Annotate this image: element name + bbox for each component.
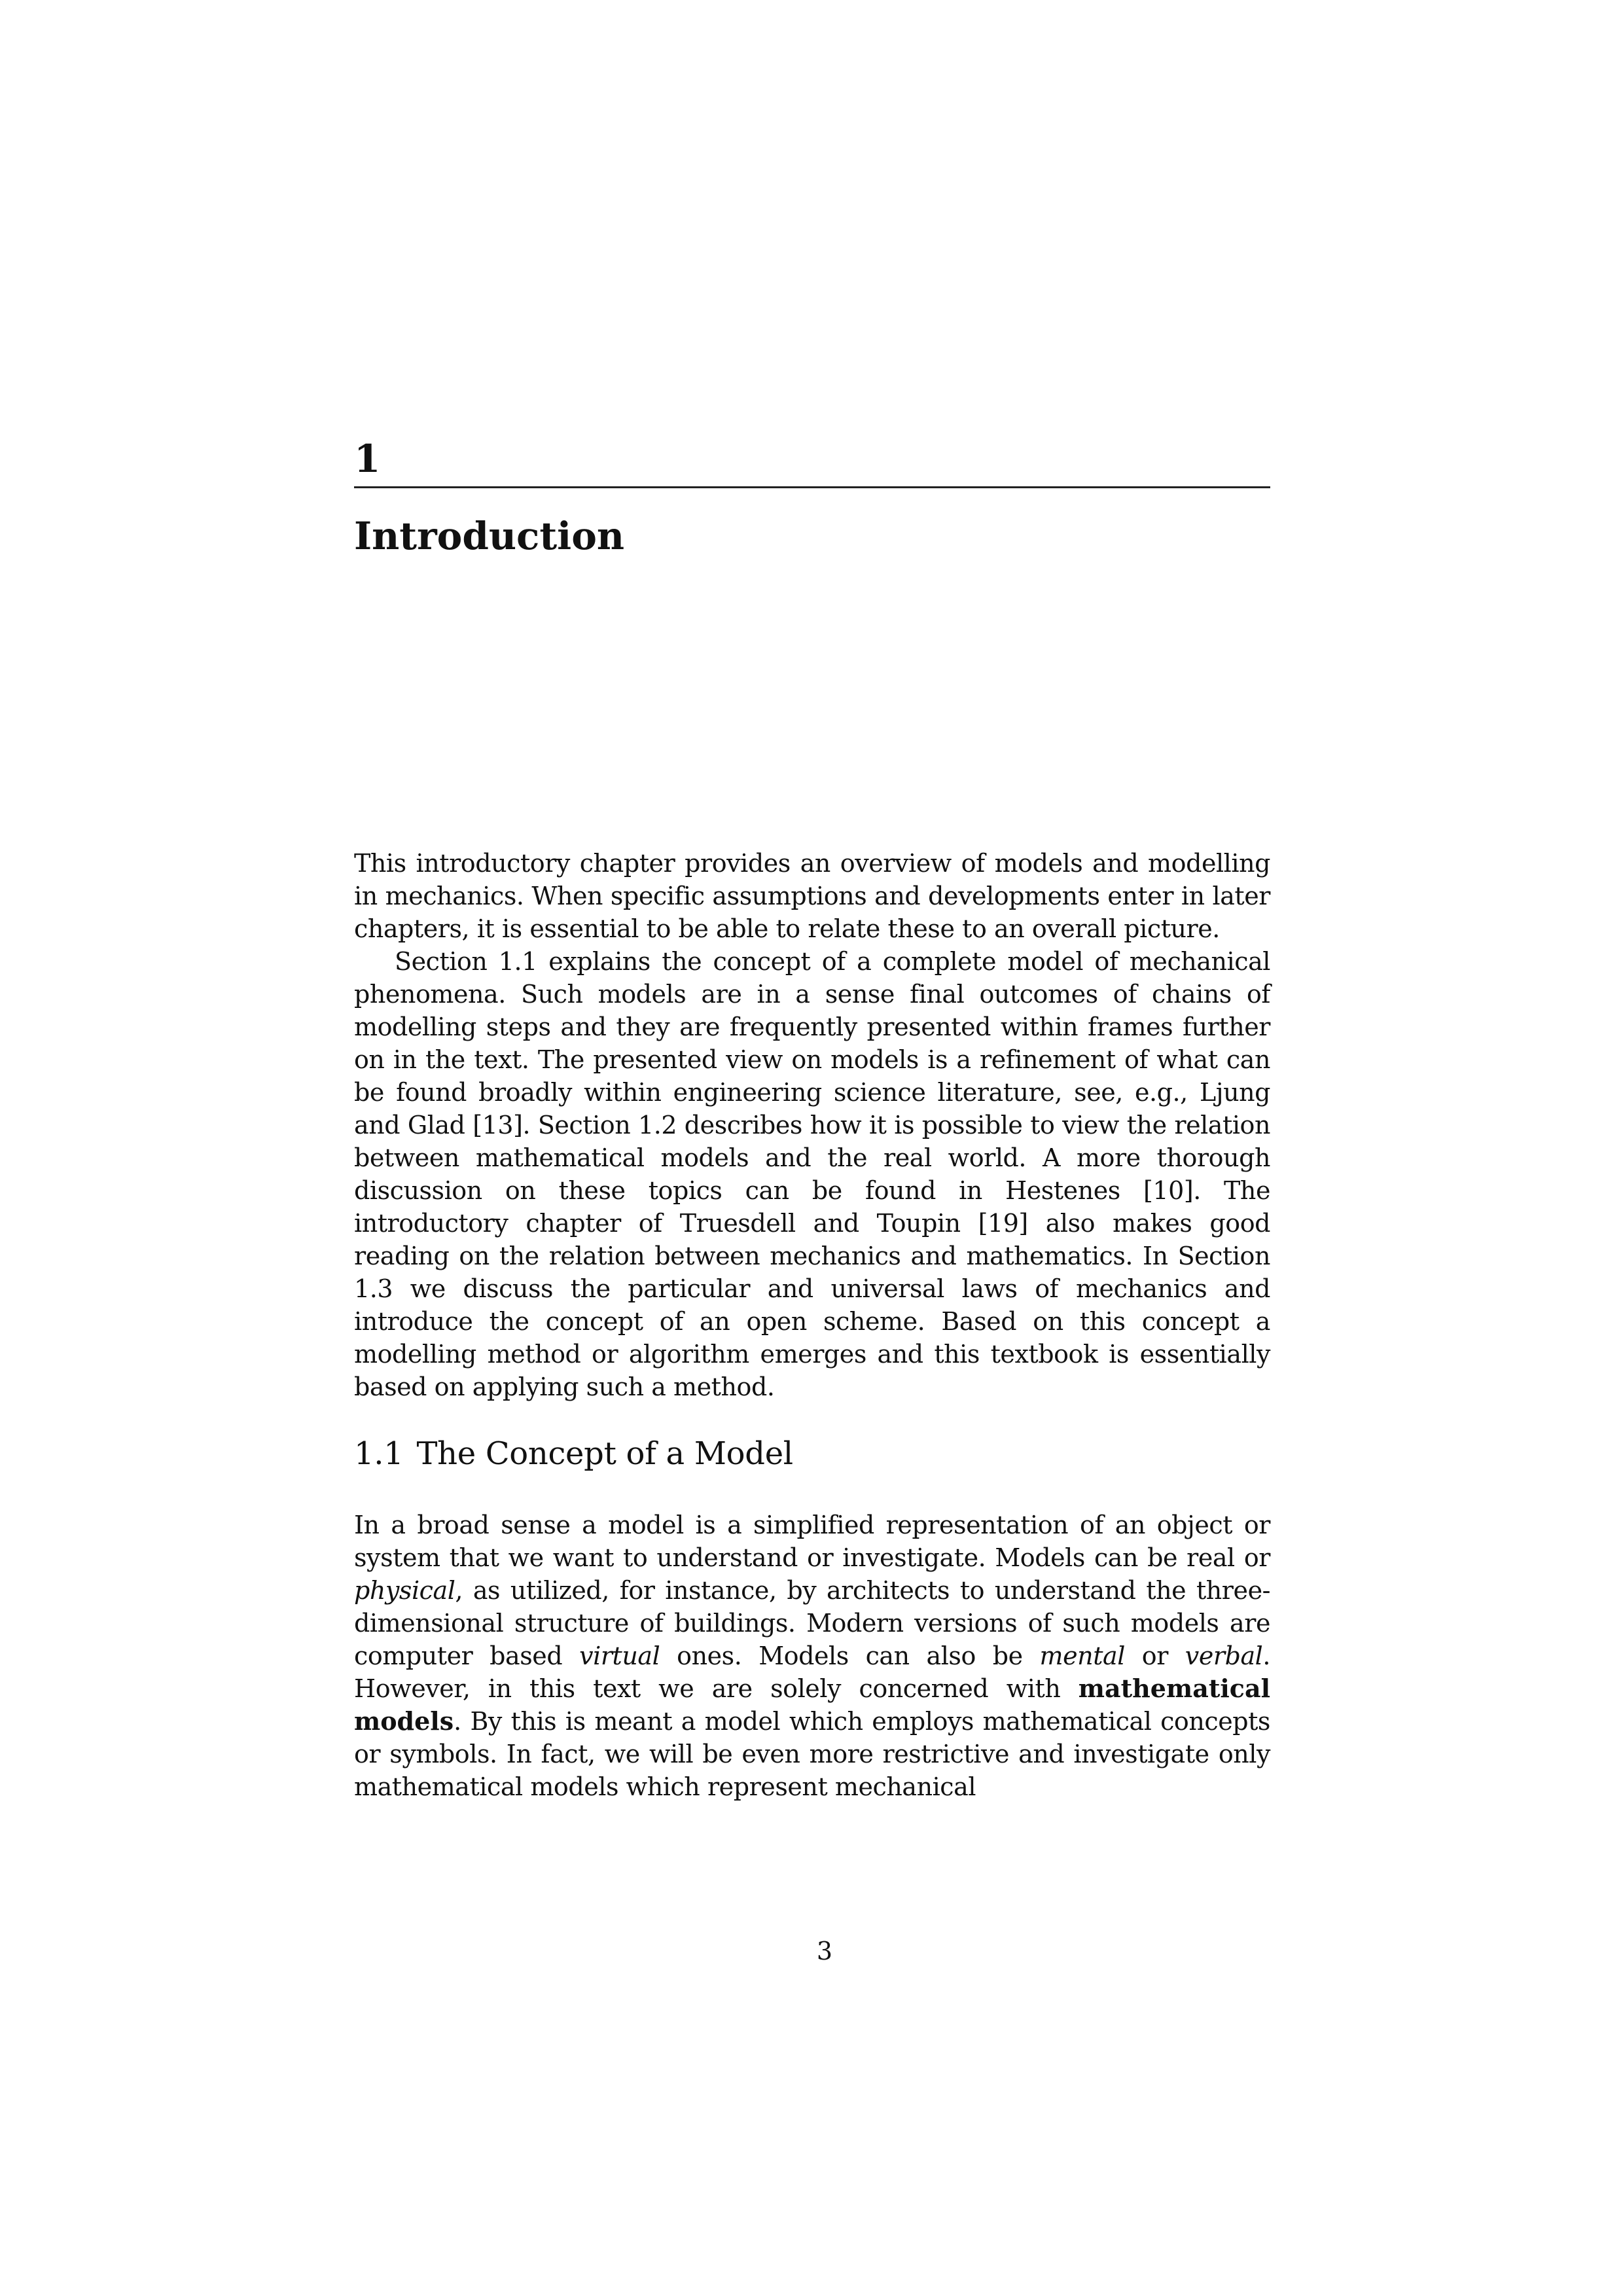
chapter-title: Introduction: [354, 514, 625, 558]
chapter-number: 1: [354, 437, 381, 481]
emphasis-virtual: virtual: [579, 1641, 660, 1670]
text-run: or: [1124, 1641, 1185, 1670]
text-run: . However, in this text we are solely concerned with: [354, 1641, 1270, 1703]
bold-term-mathematical-models: mathematical models: [354, 1674, 1270, 1736]
text-run: . By this is meant a model which employs mathematical concepts or symbols. In fact, we will be even more restrictive and investigate only mathematical models which represent mechanical: [354, 1707, 1270, 1801]
text-run: In a broad sense a model is a simplified representation of an object or system that we want to understand or investigate. Models can be real or: [354, 1511, 1270, 1572]
intro-paragraph-1: This introductory chapter provides an overview of models and modelling in mechanics. When specific assumptions and developments enter in later chapters, it is essential to be able to relate these to an overall picture.: [354, 849, 1270, 943]
page-number: 3: [816, 1937, 833, 1965]
section-text: [354, 1509, 1270, 1803]
emphasis-mental: mental: [1039, 1641, 1125, 1670]
text-run: ones. Models can also be: [660, 1641, 1040, 1670]
emphasis-physical: physical: [354, 1576, 455, 1605]
intro-paragraph-2: Section 1.1 explains the concept of a complete model of mechanical phenomena. Such models are in a sense final outcomes of chains of modelling steps and they are frequently presented within frames further on in the text. The presented view on models is a refinement of what can be found broadly within engineering science literature, see, e.g., Ljung and Glad [13]. Section 1.2 describes how it is possible to view the relation between mathematical models and the real world. A more thorough discussion on these topics can be found in Hestenes [10]. The introductory chapter of Truesdell and Toupin [19] also makes good reading on the relation between mechanics and mathematics. In Section 1.3 we discuss the particular and universal laws of mechanics and introduce the concept of an open scheme. Based on this concept a modelling method or algorithm emerges and this textbook is essentially based on applying such a method.: [354, 947, 1270, 1401]
emphasis-verbal: verbal: [1185, 1641, 1263, 1670]
chapter-rule: [354, 486, 1270, 488]
text-run: , as utilized, for instance, by architects to understand the three-dimensional structure of buildings. Modern versions of such models are computer based: [354, 1576, 1270, 1670]
intro-text: [354, 847, 1270, 1403]
section-title: The Concept of a Model: [416, 1435, 793, 1472]
section-heading: [354, 1435, 793, 1473]
section-number: 1.1: [354, 1435, 404, 1472]
section-paragraph: [354, 1509, 1270, 1803]
